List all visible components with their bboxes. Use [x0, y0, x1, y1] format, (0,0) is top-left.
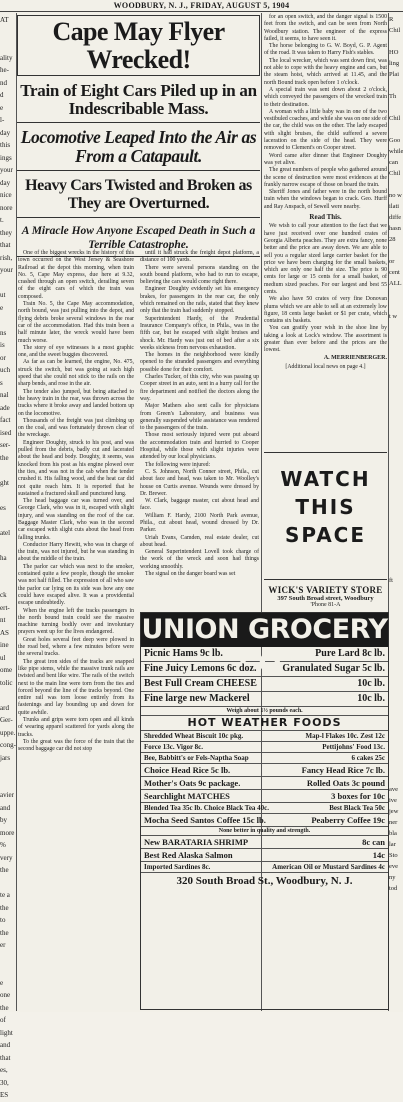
fragment-line: cong- [0, 741, 16, 749]
paragraph: C. S. Johnson, North Conner street, Phila., cut about face and head, was taken to Mr. Woolley's house on Curtis avenue. Wounds were dressed by Dr. Brewer. [140, 468, 259, 497]
subheadline-1: Train of Eight Cars Piled up in an Indescribable Mass. [20, 81, 257, 118]
paragraph: When the engine left the tracks passengers in the north bound train could see the massive machine turning bodily over and involuntary prayers went up for the lives endangered. [18, 607, 134, 636]
fragment-line: ha [0, 553, 7, 562]
fragment-line: ck [0, 591, 7, 599]
fragment-line [389, 586, 403, 597]
fragment-line: ling [389, 60, 400, 67]
ad-item: Fine large new Mackerel [144, 693, 250, 704]
paragraph: A special train was sent down about 2 o'clock, which conveyed the passengers of the wrecked train to their destination. [264, 86, 387, 108]
paragraph: We wish to call your attention to the fact that we have just received over one hundred crates of Georgia Alberta peaches. They are extra fancy, none better and the price are away down. We are able to sell you a regular sized large carrier basket for the price we have been charging for the small baskets, which are only one half the size. The price is 90 cents for large or 15 cents for a small basket, of medium sized peaches. For our largest and best 55 cents. [264, 223, 387, 295]
fragment-line: the [0, 453, 9, 462]
divider [17, 217, 260, 218]
fragment-line: rish, [0, 253, 13, 262]
ad-price: 14c [372, 850, 385, 860]
fragment-line: Chil [389, 115, 401, 122]
fragment-line: ft [389, 577, 393, 584]
ad-item: Mocha Seed Santos Coffee 15c lb. [144, 815, 266, 825]
fragment-line [389, 300, 403, 311]
ad-item: Fine Juicy Lemons 6c doz. [144, 663, 257, 674]
fragment-line: bla [389, 830, 397, 837]
paragraph: The homes in the neighborhood were kindly opened to the stranded passengers and everything possible done for their comfort. [140, 352, 259, 373]
watch-line-3: SPACE [284, 523, 367, 547]
fragment-line [389, 443, 403, 454]
fragment-line [389, 355, 403, 366]
fragment-line [389, 498, 403, 509]
fragment-line: to [0, 916, 6, 924]
fragment-line: ive [389, 797, 397, 804]
fragment-line [389, 740, 403, 751]
ad-price: Rolled Oats 3c pound [306, 778, 385, 788]
fragment-line [389, 366, 403, 377]
paragraph: To the great was the force of the train that the second baggage car did not stop [18, 738, 134, 753]
ad-item-row [141, 707, 388, 716]
fragment-line: ome [0, 666, 13, 674]
paragraph: for an open switch, and the danger signal is 1500 feet from the switch, and can be seen from North Woodbury station. The engineer of the express failed, it seems, to have seen it. [264, 14, 387, 42]
fragment-line: very [0, 853, 13, 862]
paragraph: Sheriff Jones and father were in the north bound train when the windows began to crack. Geo. Hurff and Ray Anspach, of Sewell were nearby. [264, 189, 387, 210]
ad-item: Mother's Oats 9c package. [144, 778, 241, 788]
paragraph: Conductor Harry Hewitt, who was in charge of the train, was not injured, but he was standing in about the middle of the train. [18, 541, 134, 563]
fragment-line: that [0, 241, 11, 249]
fragment-line: % [0, 841, 6, 849]
store-phone: 'Phone 81-A [310, 602, 341, 608]
divider [17, 122, 260, 123]
fragment-line: Th [389, 93, 397, 100]
fragment-line [389, 421, 403, 432]
fragment-line: e [0, 303, 4, 312]
store-name: WICK'S VARIETY STORE [268, 585, 383, 595]
fragment-line: by [0, 816, 7, 824]
paragraph: Word came after dinner that Engineer Doughty was yet alive. [264, 152, 387, 166]
fragment-line [0, 689, 15, 702]
ad-item: Weigh about 1½ pounds each. [226, 708, 303, 714]
ad-price: Pettijohns' Food 13c. [322, 743, 385, 751]
fragment-line: he- [0, 66, 9, 74]
fragment-line: ght [0, 478, 9, 487]
fragment-line: ings [0, 153, 12, 162]
fragment-line: your [0, 166, 13, 174]
ad-item-row [141, 803, 388, 814]
fragment-line: ave [389, 786, 399, 793]
ad-item: Imported Sardines 8c. [144, 863, 211, 871]
fragment-line: nt [0, 616, 6, 624]
ad-price: 3 boxes for 10c [331, 791, 385, 801]
fragment-line [389, 245, 403, 256]
ad-price: Fancy Head Rice 7c lb. [301, 765, 385, 775]
fragment-line [389, 80, 403, 91]
fragment-line [389, 36, 403, 47]
paragraph: General Superintendent Lovell took charge of the work of the wreck and soon had things working smoothly. [140, 549, 259, 570]
fragment-line: and [0, 803, 11, 812]
watch-line-2: THIS [295, 495, 356, 519]
paragraph: Charles Tucker, of this city, who was passing up Cooper street in an auto, sent in a hurry call for the fire department and notified the doctors along the way. [140, 374, 259, 402]
fragment-line: ert- [0, 603, 10, 612]
watch-line-1: WATCH [280, 467, 371, 491]
fragment-line: ny [389, 874, 396, 881]
fragment-line: or [389, 258, 395, 265]
fragment-line [389, 597, 403, 608]
ad-price: Granulated Sugar 5c lb. [282, 663, 385, 674]
fragment-line: ul [0, 653, 6, 662]
fragment-line [0, 39, 15, 52]
fragment-line: that [0, 1053, 11, 1062]
fragment-line: e [0, 978, 4, 987]
watch-this-space-ad [264, 452, 387, 580]
fragment-line: one [0, 991, 11, 999]
ad-price: 10c lb. [357, 678, 385, 689]
fragment-line [389, 751, 403, 762]
paragraph: A woman with a little baby was in one of the two vestibuled coaches, and while she was on one side of the car, the child was on the other. The lady escaped with slight bruises, the child suffered a severe laceration on the side of the head. They were removed to Clement's on Cooper street. [264, 108, 387, 152]
store-address: 397 South Broad street, Woodbury [277, 595, 374, 602]
fragment-line: jew [389, 808, 399, 815]
signature: A. MERRIENBERGER. [323, 354, 387, 361]
hot-weather-heading: HOT WEATHER FOODS [141, 716, 388, 731]
fragment-line: uch [0, 366, 11, 374]
fragment-line: hasn [389, 225, 401, 232]
fragment-line: fact [0, 416, 11, 424]
fragment-line [389, 685, 403, 696]
ad-item-row [141, 742, 388, 753]
fragment-line: d [0, 91, 4, 99]
fragment-line: of [0, 1016, 6, 1024]
fragment-line: this [0, 141, 11, 149]
fragment-line: uppe. [0, 728, 16, 737]
paragraph: W. Clark, baggage master, cut about head and face. [140, 498, 259, 512]
fragment-line [389, 641, 403, 652]
fragment-line [389, 509, 403, 520]
ad-item: Picnic Hams 9c lb. [144, 648, 223, 659]
fragment-line [0, 539, 15, 552]
fragment-line: t w [389, 313, 398, 320]
fragment-line: Chil [389, 27, 401, 34]
fragment-line: tod [389, 885, 398, 892]
paragraph: Train No. 5, the Cape May accommodation, north bound, was just pulling into the depot, and flying debris broke several windows in the rear car of the accommodation. Had this train been a half minute later, the wreck would have been much worse. [18, 301, 134, 344]
wicks-store-ad [264, 585, 387, 608]
article-column-3 [264, 14, 387, 450]
ad-item: New BARATARIA SHRIMP [144, 837, 249, 847]
fragment-line: Ger- [0, 716, 13, 724]
ad-item: Bee, Babbitt's or Fels-Naptha Soap [144, 754, 249, 762]
fragment-line: light [0, 1028, 13, 1037]
fragment-line [389, 630, 403, 641]
fragment-line [389, 674, 403, 685]
fragment-line [389, 762, 403, 773]
fragment-line: 30, [0, 1078, 9, 1087]
paragraph: Trunks and grips were torn open and all kinds of wearing apparel scattered for yards along the tracks. [18, 717, 134, 738]
fragment-line: jars [0, 753, 11, 762]
paragraph: The horse belonging to G. W. Boyd, G. P. Agent of the road. It was taken to Harry Fish's stables. [264, 43, 387, 57]
fragment-line: e [0, 103, 4, 112]
fragment-line [389, 487, 403, 498]
paragraph: Engineer Doughty evidently set his emergency brakes, for passengers in the rear car, the only which remained on the rails, stated that they knew only that the train had suddenly stopped. [140, 286, 259, 315]
paragraph: Those most seriously injured were put aboard the accommodation train and hurried to Cooper Hospital, while those with slight injuries were attended by our local physicians. [140, 432, 259, 461]
ad-price: 10c lb. [357, 693, 385, 704]
fragment-line [389, 652, 403, 663]
paragraph: As far as can be learned, the engine, No. 475, struck the switch, but was going at such high speed that she could not stick to the rails on the sharp bends, and rose in the air. [18, 359, 134, 388]
fragment-line: s [0, 378, 3, 387]
fragment-line [0, 777, 15, 790]
fragment-line: the [0, 1003, 9, 1012]
fragment-line: Chil [389, 170, 401, 177]
fragment-line: is [0, 341, 5, 349]
fragment-line [389, 377, 403, 388]
fragment-line [0, 764, 15, 777]
ad-item-row [141, 836, 388, 849]
fragment-line: the [0, 928, 9, 937]
right-column-fragment [389, 14, 403, 1010]
fragment-line: t. [0, 216, 4, 224]
subheadline-3: Heavy Cars Twisted and Broken as They are Overturned. [25, 177, 252, 212]
fragment-line: ard [0, 703, 9, 712]
fragment-line: HO [389, 49, 399, 56]
fragment-line: cent [389, 269, 400, 276]
fragment-line [389, 432, 403, 443]
fragment-line: ised [0, 428, 12, 437]
fragment-line: lar [389, 841, 396, 848]
fragment-line [389, 179, 403, 190]
paragraph: You can gratify your wish in the shoe line by taking a look at Lock's window. The assortment is greater than ever before and the prices are the lowest. [264, 325, 387, 354]
fragment-line: the [0, 866, 9, 874]
fragment-line: nore [0, 203, 13, 212]
ad-item-row [141, 753, 388, 764]
fragment-line: l- [0, 116, 5, 124]
ad-price: Peaberry Coffee 19c [311, 815, 385, 825]
page-note: [Additional local news on page 4.] [285, 363, 366, 370]
ad-item-row [141, 764, 388, 777]
paragraph: The following were injured: [145, 461, 211, 468]
fragment-line: es [0, 503, 6, 512]
ad-item: Best Red Alaska Salmon [144, 850, 233, 860]
fragment-line: the [0, 903, 9, 912]
fragment-line: and [0, 1041, 11, 1049]
read-this-heading: Read This. [309, 213, 342, 222]
fragment-line [389, 619, 403, 630]
fragment-line [389, 564, 403, 575]
ad-price: Best Black Tea 50c [329, 804, 385, 812]
paragraph: Uriah Evans, Camden, real estate dealer, cut about head. [140, 534, 259, 548]
fragment-line [389, 542, 403, 553]
ad-item: Blended Tea 35c lb. Choice Black Tea 40c. [144, 804, 270, 812]
fragment-line [0, 464, 15, 477]
fragment-line [389, 773, 403, 784]
fragment-line [389, 322, 403, 333]
paragraph: until it had struck the freight depot platform, a distance of 100 yards. [140, 250, 259, 264]
fragment-line [0, 489, 15, 502]
fragment-line: ade [0, 403, 10, 412]
ad-item-row [141, 790, 388, 803]
fragment-line [0, 877, 15, 890]
paragraph: The tender also jumped, but being attached to the heavy train in the rear, was thrown across the tracks where it broke away and landed bottom up on the locomotive. [18, 388, 134, 417]
fragment-line: AS [0, 628, 9, 637]
ad-price: Pure Lard 8c lb. [315, 648, 385, 659]
ad-item-row [141, 692, 388, 707]
fragment-line: ALL [389, 280, 402, 287]
fragment-line [389, 707, 403, 718]
fragment-line [389, 399, 403, 410]
paragraph: One of the biggest wrecks in the history of this town occurred on the West Jersey & Seashore Railroad at the depot this morning, when train No. 5, Cape May express, due here at 9.32, crashed through an open switch, derailing seven of the eight cars of which the train was composed. [18, 250, 134, 300]
fragment-line: R [389, 16, 394, 23]
fragment-line [0, 277, 15, 290]
paragraph: The great iron sides of the tracks are snapped like pipe stems, while the massive trunk rails are twisted and bent like wire. The rails of the switch next to the main line were torn from the ties and forced beyond the line of the tracks beyond. One entire rail was torn loose entirely from its fastenings and lay bounding up and down for quite awhile. [18, 658, 134, 716]
masthead: WOODBURY, N. J., FRIDAY, AUGUST 5, 1904 [0, 0, 403, 12]
paragraph: We also have 50 crates of very fine Donovan plums which we are able to sell at an extremely low figure, 18 cents large basket or $1 per crate, which contains six baskets. [264, 296, 387, 325]
fragment-line: diffe [389, 214, 402, 221]
fragment-line: or [0, 353, 6, 362]
paragraph: There were several persons standing on the south bound platform, who had to run to escape, believing the cars would come right there. [140, 264, 259, 286]
fragment-line: 28 [389, 236, 396, 243]
fragment-line: ality [0, 53, 13, 62]
paragraph: The local wrecker, which was sent down first, was not able to cope with the heavy engine and cars, but the steam hoist, which arrived at 11.45, and the north Bound track open before 1 o'clock. [264, 57, 387, 86]
fragment-line: ser- [0, 441, 11, 449]
main-headline: Cape May Flyer Wrecked! [17, 15, 260, 76]
paragraph: Superintendent Hardy, of the Prudential Insurance Company's office, in Phila., was in the fifth car, but he escaped with slight bruises and shock. Mr. Hardy was just out of bed after a six weeks sickness from nervous exhaustion. [140, 315, 259, 351]
fragment-line: eve [389, 863, 399, 870]
fragment-line [389, 729, 403, 740]
fragment-line: ut [0, 291, 6, 299]
fragment-line [389, 465, 403, 476]
fragment-line [0, 314, 15, 327]
paragraph: William F. Hardy, 2100 North Park avenue, Phila., cut about head, wound dressed by Dr. Parker. [140, 512, 259, 534]
ad-item-row [141, 862, 388, 873]
fragment-line [389, 718, 403, 729]
fragment-line: avier [0, 791, 14, 799]
article-column-1 [18, 250, 134, 1010]
fragment-line [0, 577, 15, 590]
paragraph: The great numbers of people who gathered around the scene of destruction were most evidences at the frankly narrow escape of those on board the train. [264, 167, 387, 188]
paragraph: Great holes several feet deep were plowed in the road bed, where a few minutes before were the several tracks. [18, 636, 134, 658]
fragment-line [389, 553, 403, 564]
paragraph: The parlor car which was next to the smoker, contained quite a few people, though the smoker was not half filled. The expression of all who saw the parlor car lying on its side was how any one could have escaped alive. It was a providential escape undoubtedly. [18, 563, 134, 607]
paragraph: Major Mathers also sent calls for physicians from Green's Laboratory, and business was generally suspended while assistance was rendered to the passengers of the train. [140, 403, 259, 432]
ad-price: 8c can [362, 837, 385, 847]
fragment-line [0, 564, 15, 577]
fragment-line [389, 289, 403, 300]
ad-item-row [141, 827, 388, 836]
fragment-line [389, 696, 403, 707]
subheadline-2: Locomotive Leaped Into the Air as From a Catapault. [20, 127, 257, 166]
fragment-line: nal [0, 391, 9, 399]
fragment-line: Plai [389, 71, 400, 78]
fragment-line: AT [0, 16, 9, 24]
fragment-line: Goo [389, 137, 401, 144]
divider [17, 170, 260, 171]
ad-item-row [141, 777, 388, 790]
paragraph: The story of eye witnesses is a most graphic one, and the sweet buggies discovered. [18, 344, 134, 359]
fragment-line: ns [0, 328, 7, 337]
fragment-line [0, 27, 15, 40]
paragraph: Thousands of the freight was just climbing up on the coal, and was fortunately thrown clear of the wreckage. [18, 417, 134, 439]
fragment-line: tolic [0, 678, 13, 687]
fragment-line: they [0, 228, 13, 237]
fragment-line [389, 388, 403, 399]
fragment-line: nd [0, 78, 7, 87]
fragment-line: ner [389, 819, 398, 826]
fragment-line: can [389, 159, 399, 166]
ad-item: Shredded Wheat Biscuit 10c pkg. [144, 732, 244, 740]
paragraph: The head baggage car was turned over, and George Clark, who was in it, escaped with slight injury, and was standing on the roof of the car. Baggage Master Clark, who was in the second car escaped with slight cuts about the head from falling trunks. [18, 498, 134, 541]
fragment-line: ES [0, 1091, 9, 1099]
fragment-line: day [0, 128, 11, 137]
fragment-line [389, 102, 403, 113]
left-column-fragment [0, 14, 16, 1099]
paragraph: The signal on the danger board was set [145, 571, 236, 578]
union-grocery-ad [140, 612, 389, 1010]
ad-item-row [141, 814, 388, 827]
fragment-line [0, 964, 15, 977]
fragment-line: nice [0, 191, 12, 199]
fragment-line [389, 410, 403, 421]
fragment-line [0, 952, 15, 965]
fragment-line: Sto [389, 852, 398, 859]
fragment-line [389, 608, 403, 619]
fragment-line [389, 124, 403, 135]
ad-price: Map-l Flakes 10c. Zest 12c [305, 732, 385, 740]
fragment-line: while [389, 148, 403, 155]
fragment-line: day [0, 178, 11, 187]
subheadline-4: A Miracle How Anyone Escaped Death in Such a Terrible Catastrophe. [21, 225, 256, 251]
ad-item: Force 13c. Vigor 8c. [144, 743, 204, 751]
fragment-line [389, 520, 403, 531]
fragment-line [389, 454, 403, 465]
headline-block [17, 15, 260, 257]
fragment-line [389, 531, 403, 542]
fragment-line: atel [0, 528, 11, 537]
ad-price: American Oil or Mustard Sardines 4c [272, 863, 385, 871]
ad-item: Choice Head Rice 5c lb. [144, 765, 231, 775]
paragraph: Engineer Doughty, struck to his post, and was pulled from the debris, badly cut and lacerated about the head and body. Doughty, it seems, was knocked from his post as his engine plowed over the ties, and was not in the cab when the tender crushed it. His falling wood, and the heat car did not quite reach him. It is reported that he sustained a fractured skull and punctured lung. [18, 439, 134, 497]
fragment-line [389, 333, 403, 344]
fragment-line: your [0, 266, 13, 274]
fragment-line: ilati [389, 203, 400, 210]
fragment-line: es, [0, 1066, 8, 1074]
ad-title: UNION GROCERY CO. [141, 614, 388, 679]
fragment-line: ine [0, 641, 9, 649]
fragment-line: te a [0, 891, 10, 899]
ad-item-row [141, 849, 388, 862]
fragment-line [389, 476, 403, 487]
fragment-line: er [0, 941, 6, 949]
fragment-line: more [0, 828, 15, 837]
ad-address: 320 South Broad St., Woodbury, N. J. [176, 875, 353, 887]
ad-price: 6 cakes 25c [351, 754, 385, 762]
ad-item: Searchlight MATCHES [144, 791, 230, 801]
ad-item-row [141, 731, 388, 742]
fragment-line [389, 663, 403, 674]
fragment-line [389, 344, 403, 355]
ad-item: Best Full Cream CHEESE [144, 678, 257, 689]
ad-item: None better in quality and strength. [218, 828, 311, 834]
fragment-line [0, 514, 15, 527]
fragment-line: no w [389, 192, 402, 199]
